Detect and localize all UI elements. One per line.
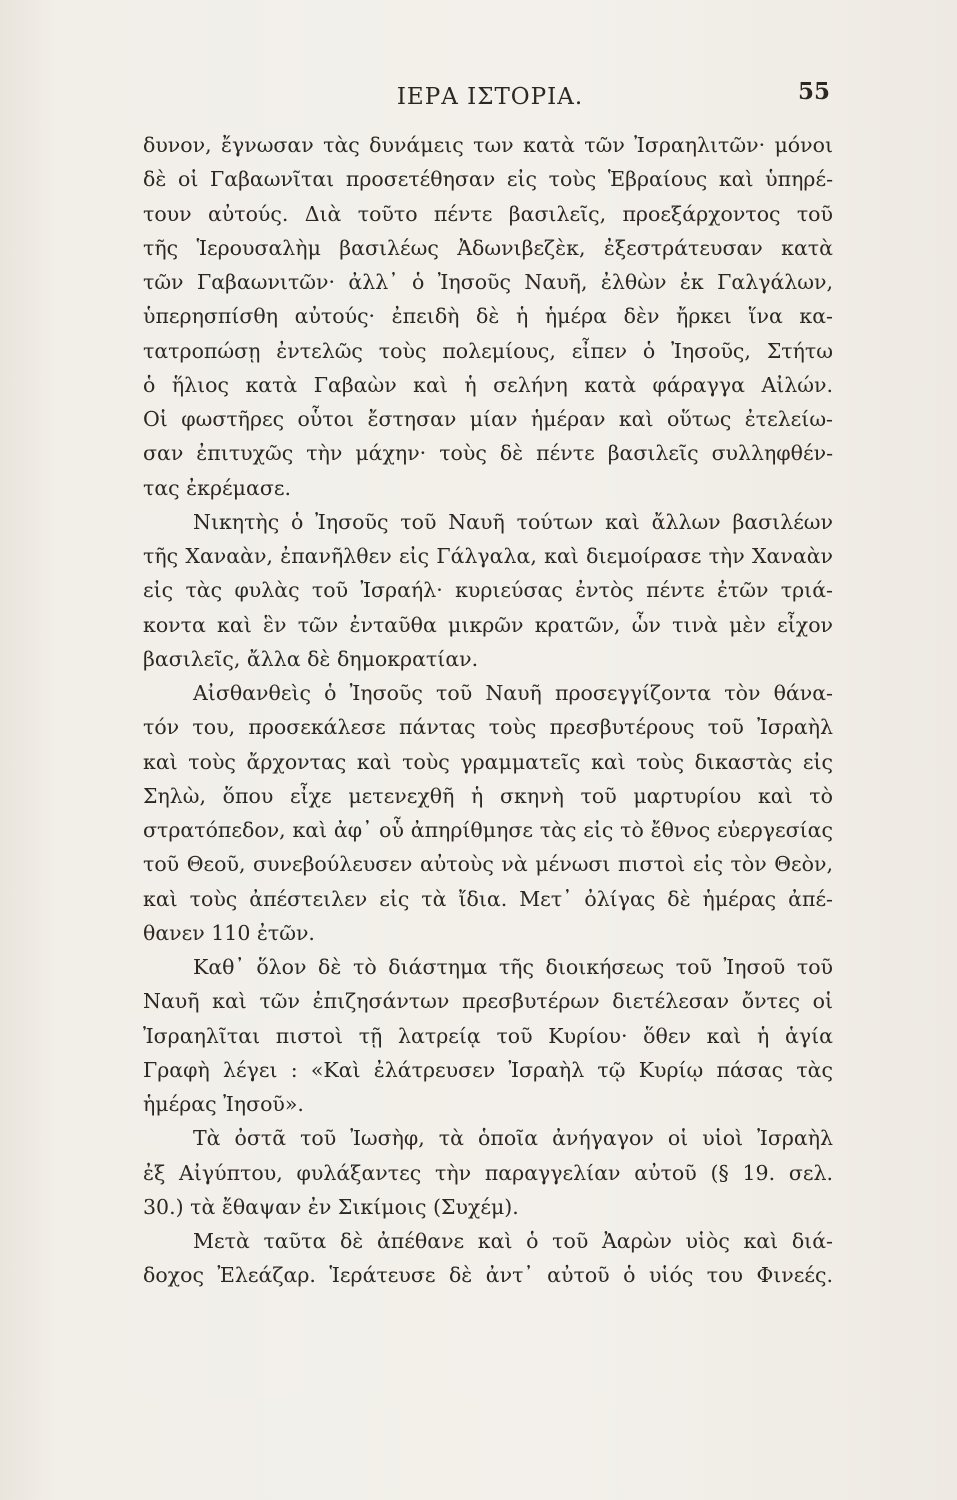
running-title: ΙΕΡΑ ΙΣΤΟΡΙΑ. xyxy=(396,84,584,110)
text-line: τατροπώσῃ ἐντελῶς τοὺς πολεμίους, εἶπεν ὁ Ἰησοῦς, Στήτω xyxy=(143,338,833,363)
text-line: Οἱ φωστῆρες οὗτοι ἔστησαν μίαν ἡμέραν καὶ οὕτως ἐτελείω- xyxy=(143,407,833,431)
text-line: βασιλεῖς, ἄλλα δὲ δημοκρατίαν. xyxy=(143,646,479,671)
text-line: τῆς Χαναὰν, ἐπανῆλθεν εἰς Γάλγαλα, καὶ διεμοίρασε τὴν Χαναὰν xyxy=(143,544,833,568)
text-line: σαν ἐπιτυχῶς τὴν μάχην· τοὺς δὲ πέντε βασιλεῖς συλληφθέν- xyxy=(143,441,833,466)
text-line: Σηλὼ, ὅπου εἶχε μετενεχθῆ ἡ σκηνὴ τοῦ μαρτυρίου καὶ τὸ xyxy=(143,783,833,808)
text-line: κοντα καὶ ἓν τῶν ἐνταῦθα μικρῶν κρατῶν, ὧν τινὰ μὲν εἶχον xyxy=(143,612,833,637)
text-line: Νικητὴς ὁ Ἰησοῦς τοῦ Ναυῆ τούτων καὶ ἄλλων βασιλέων xyxy=(193,509,833,534)
text-line: 30.) τὰ ἔθαψαν ἐν Σικίμοις (Συχέμ). xyxy=(143,1194,519,1219)
text-line: δυνον, ἔγνωσαν τὰς δυνάμεις των κατὰ τῶν Ἰσραηλιτῶν· μόνοι xyxy=(143,133,833,157)
text-line: Ναυῆ καὶ τῶν ἐπιζησάντων πρεσβυτέρων διετέλεσαν ὄντες οἱ xyxy=(143,989,833,1014)
text-line: Γραφὴ λέγει : «Καὶ ἐλάτρευσεν Ἰσραὴλ τῷ Κυρίῳ πάσας τὰς xyxy=(143,1057,833,1082)
text-line: τουν αὐτούς. Διὰ τοῦτο πέντε βασιλεῖς, προεξάρχοντος τοῦ xyxy=(143,201,833,226)
text-line: τοῦ Θεοῦ, συνεβούλευσεν αὐτοὺς νὰ μένωσι πιστοὶ εἰς τὸν Θεὸν, xyxy=(143,852,833,877)
text-line: τόν του, προσεκάλεσε πάντας τοὺς πρεσβυτέρους τοῦ Ἰσραὴλ xyxy=(143,715,833,740)
text-line: τῶν Γαβαωνιτῶν· ἀλλ᾽ ὁ Ἰησοῦς Ναυῆ, ἐλθὼν ἐκ Γαλγάλων, xyxy=(143,270,833,294)
page-header xyxy=(150,78,830,124)
text-line: τας ἐκρέμασε. xyxy=(143,475,291,500)
text-line: Τὰ ὀστᾶ τοῦ Ἰωσὴφ, τὰ ὁποῖα ἀνήγαγον οἱ υἱοὶ Ἰσραὴλ xyxy=(193,1126,833,1151)
text-line: ἡμέρας Ἰησοῦ». xyxy=(143,1092,304,1116)
text-line: Καθ᾽ ὅλον δὲ τὸ διάστημα τῆς διοικήσεως τοῦ Ἰησοῦ τοῦ xyxy=(193,955,833,979)
text-line: δοχος Ἐλεάζαρ. Ἱεράτευσε δὲ ἀντ᾽ αὐτοῦ ὁ υἱός του Φινεές. xyxy=(143,1263,833,1288)
text-line: Μετὰ ταῦτα δὲ ἀπέθανε καὶ ὁ τοῦ Ἀαρὼν υἱὸς καὶ διά- xyxy=(193,1229,833,1253)
text-line: στρατόπεδον, καὶ ἀφ᾽ οὗ ἀπηρίθμησε τὰς εἰς τὸ ἔθνος εὐεργεσίας xyxy=(143,818,833,842)
text-line: ὁ ἥλιος κατὰ Γαβαὼν καὶ ἡ σελήνη κατὰ φάραγγα Αἰλών. xyxy=(143,372,833,397)
text-line: ὑπερησπίσθη αὐτούς· ἐπειδὴ δὲ ἡ ἡμέρα δὲν ἤρκει ἵνα κα- xyxy=(143,304,833,329)
text-line: θανεν 110 ἐτῶν. xyxy=(143,920,315,945)
text-line: καὶ τοὺς ἄρχοντας καὶ τοὺς γραμματεῖς καὶ τοὺς δικαστὰς εἰς xyxy=(143,749,833,774)
text-line: εἰς τὰς φυλὰς τοῦ Ἰσραήλ· κυριεύσας ἐντὸς πέντε ἐτῶν τριά- xyxy=(143,578,833,603)
text-line: καὶ τοὺς ἀπέστειλεν εἰς τὰ ἴδια. Μετ᾽ ὀλίγας δὲ ἡμέρας ἀπέ- xyxy=(143,886,833,911)
body-text xyxy=(143,128,833,1293)
text-line: τῆς Ἱερουσαλὴμ βασιλέως Ἀδωνιβεζὲκ, ἐξεστράτευσαν κατὰ xyxy=(143,235,833,260)
text-line: Αἰσθανθεὶς ὁ Ἰησοῦς τοῦ Ναυῆ προσεγγίζοντα τὸν θάνα- xyxy=(193,681,833,705)
text-line: Ἰσραηλῖται πιστοὶ τῇ λατρείᾳ τοῦ Κυρίου· ὅθεν καὶ ἡ ἁγία xyxy=(143,1023,833,1048)
text-line: δὲ οἱ Γαβαωνῖται προσετέθησαν εἰς τοὺς Ἑβραίους καὶ ὑπηρέ- xyxy=(143,167,833,192)
page-number: 55 xyxy=(797,78,830,105)
text-line: ἐξ Αἰγύπτου, φυλάξαντες τὴν παραγγελίαν αὐτοῦ (§ 19. σελ. xyxy=(143,1160,833,1185)
